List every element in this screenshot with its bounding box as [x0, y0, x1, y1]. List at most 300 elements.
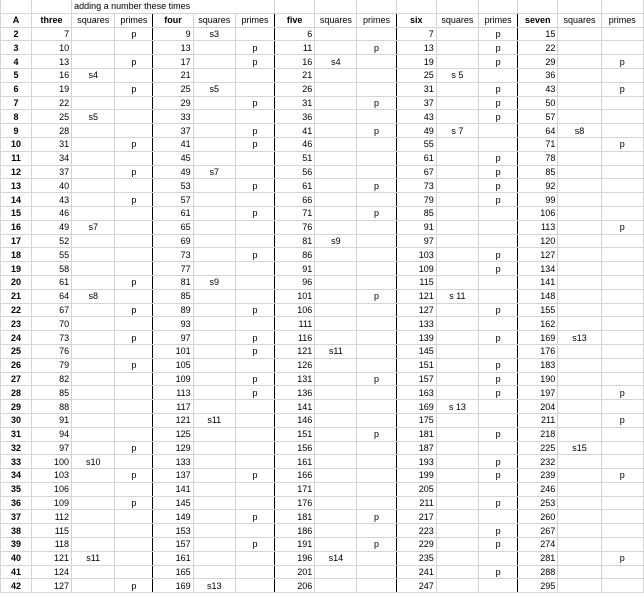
- value-cell[interactable]: 85: [31, 386, 71, 400]
- value-cell[interactable]: 162: [518, 317, 558, 331]
- squares-cell[interactable]: [436, 96, 478, 110]
- value-cell[interactable]: 103: [31, 469, 71, 483]
- primes-cell[interactable]: [601, 248, 643, 262]
- squares-cell[interactable]: [315, 579, 357, 593]
- value-cell[interactable]: 127: [31, 579, 71, 593]
- value-cell[interactable]: 157: [396, 372, 436, 386]
- squares-cell[interactable]: s 11: [436, 289, 478, 303]
- value-cell[interactable]: 225: [518, 441, 558, 455]
- row-number[interactable]: 11: [1, 151, 32, 165]
- primes-cell[interactable]: [601, 206, 643, 220]
- primes-cell[interactable]: [235, 427, 274, 441]
- row-number[interactable]: 25: [1, 344, 32, 358]
- value-cell[interactable]: 181: [396, 427, 436, 441]
- value-cell[interactable]: 73: [153, 248, 193, 262]
- value-cell[interactable]: 211: [396, 496, 436, 510]
- squares-cell[interactable]: [193, 248, 235, 262]
- squares-cell[interactable]: [436, 41, 478, 55]
- value-cell[interactable]: 66: [275, 193, 315, 207]
- primes-cell[interactable]: [479, 206, 518, 220]
- value-cell[interactable]: 31: [275, 96, 315, 110]
- squares-cell[interactable]: [436, 496, 478, 510]
- squares-cell[interactable]: s 7: [436, 124, 478, 138]
- primes-cell[interactable]: [601, 510, 643, 524]
- squares-cell[interactable]: [436, 358, 478, 372]
- value-cell[interactable]: 45: [153, 151, 193, 165]
- row-number[interactable]: 28: [1, 386, 32, 400]
- value-cell[interactable]: 17: [153, 55, 193, 69]
- value-cell[interactable]: 26: [275, 82, 315, 96]
- value-cell[interactable]: 43: [518, 82, 558, 96]
- squares-cell[interactable]: [436, 206, 478, 220]
- value-cell[interactable]: 16: [31, 68, 71, 82]
- value-cell[interactable]: 31: [396, 82, 436, 96]
- primes-cell[interactable]: [357, 358, 396, 372]
- primes-cell[interactable]: [357, 579, 396, 593]
- value-cell[interactable]: 43: [396, 110, 436, 124]
- value-cell[interactable]: 99: [518, 193, 558, 207]
- primes-cell[interactable]: [235, 400, 274, 414]
- squares-cell[interactable]: [558, 496, 601, 510]
- squares-cell[interactable]: s5: [72, 110, 115, 124]
- squares-cell[interactable]: [558, 179, 601, 193]
- squares-cell[interactable]: [315, 303, 357, 317]
- row-number[interactable]: 3: [1, 41, 32, 55]
- squares-cell[interactable]: [315, 400, 357, 414]
- squares-cell[interactable]: [315, 331, 357, 345]
- value-cell[interactable]: 199: [396, 469, 436, 483]
- value-cell[interactable]: 10: [31, 41, 71, 55]
- value-cell[interactable]: 76: [275, 220, 315, 234]
- row-number[interactable]: 42: [1, 579, 32, 593]
- squares-cell[interactable]: [315, 124, 357, 138]
- value-cell[interactable]: 96: [275, 275, 315, 289]
- primes-cell[interactable]: p: [235, 386, 274, 400]
- value-cell[interactable]: 49: [153, 165, 193, 179]
- squares-cell[interactable]: [193, 469, 235, 483]
- squares-cell[interactable]: [315, 41, 357, 55]
- value-cell[interactable]: 49: [396, 124, 436, 138]
- value-cell[interactable]: 166: [275, 469, 315, 483]
- primes-cell[interactable]: [357, 193, 396, 207]
- squares-cell[interactable]: [193, 400, 235, 414]
- value-cell[interactable]: 116: [275, 331, 315, 345]
- blank-cell[interactable]: [518, 0, 558, 13]
- primes-cell[interactable]: [115, 565, 153, 579]
- primes-cell[interactable]: [479, 137, 518, 151]
- primes-cell[interactable]: [235, 413, 274, 427]
- squares-cell[interactable]: s10: [72, 455, 115, 469]
- squares-cell[interactable]: [315, 68, 357, 82]
- squares-cell[interactable]: [558, 262, 601, 276]
- primes-cell[interactable]: [357, 496, 396, 510]
- squares-cell[interactable]: [436, 579, 478, 593]
- primes-cell[interactable]: [357, 165, 396, 179]
- value-cell[interactable]: 97: [31, 441, 71, 455]
- squares-cell[interactable]: [193, 538, 235, 552]
- squares-cell[interactable]: [315, 482, 357, 496]
- primes-cell[interactable]: p: [235, 206, 274, 220]
- squares-cell[interactable]: [193, 551, 235, 565]
- value-cell[interactable]: 109: [31, 496, 71, 510]
- value-cell[interactable]: 71: [275, 206, 315, 220]
- primes-cell[interactable]: p: [479, 427, 518, 441]
- value-cell[interactable]: 187: [396, 441, 436, 455]
- value-cell[interactable]: 145: [396, 344, 436, 358]
- squares-cell[interactable]: [558, 400, 601, 414]
- value-cell[interactable]: 165: [153, 565, 193, 579]
- squares-cell[interactable]: [315, 441, 357, 455]
- value-cell[interactable]: 56: [275, 165, 315, 179]
- squares-cell[interactable]: [436, 565, 478, 579]
- primes-cell[interactable]: [115, 124, 153, 138]
- primes-cell[interactable]: [601, 331, 643, 345]
- value-cell[interactable]: 274: [518, 538, 558, 552]
- squares-cell[interactable]: [193, 124, 235, 138]
- value-cell[interactable]: 7: [31, 27, 71, 41]
- squares-cell[interactable]: [72, 41, 115, 55]
- value-cell[interactable]: 31: [31, 137, 71, 151]
- squares-cell[interactable]: [72, 400, 115, 414]
- value-cell[interactable]: 61: [396, 151, 436, 165]
- value-cell[interactable]: 117: [153, 400, 193, 414]
- squares-cell[interactable]: [72, 179, 115, 193]
- primes-cell[interactable]: [357, 275, 396, 289]
- primes-cell[interactable]: [235, 220, 274, 234]
- primes-cell[interactable]: p: [357, 206, 396, 220]
- row-number[interactable]: 30: [1, 413, 32, 427]
- row-number[interactable]: 9: [1, 124, 32, 138]
- row-number[interactable]: 33: [1, 455, 32, 469]
- primes-cell[interactable]: p: [115, 27, 153, 41]
- primes-cell[interactable]: [357, 344, 396, 358]
- primes-cell[interactable]: [115, 234, 153, 248]
- value-cell[interactable]: 52: [31, 234, 71, 248]
- squares-cell[interactable]: [558, 275, 601, 289]
- primes-cell[interactable]: [115, 206, 153, 220]
- squares-cell[interactable]: [558, 289, 601, 303]
- primes-cell[interactable]: [115, 538, 153, 552]
- value-cell[interactable]: 148: [518, 289, 558, 303]
- primes-cell[interactable]: [357, 565, 396, 579]
- value-cell[interactable]: 109: [396, 262, 436, 276]
- blank-cell[interactable]: [396, 0, 436, 13]
- primes-cell[interactable]: [601, 496, 643, 510]
- squares-cell[interactable]: [315, 27, 357, 41]
- value-cell[interactable]: 196: [275, 551, 315, 565]
- value-cell[interactable]: 13: [153, 41, 193, 55]
- value-cell[interactable]: 113: [518, 220, 558, 234]
- squares-cell[interactable]: [72, 579, 115, 593]
- blank-cell[interactable]: [31, 0, 71, 13]
- squares-cell[interactable]: s 13: [436, 400, 478, 414]
- value-cell[interactable]: 145: [153, 496, 193, 510]
- value-cell[interactable]: 169: [518, 331, 558, 345]
- squares-cell[interactable]: [436, 275, 478, 289]
- primes-cell[interactable]: [235, 262, 274, 276]
- squares-cell[interactable]: [436, 303, 478, 317]
- squares-cell[interactable]: [558, 469, 601, 483]
- squares-cell[interactable]: s15: [558, 441, 601, 455]
- primes-cell[interactable]: [115, 386, 153, 400]
- primes-cell[interactable]: [235, 482, 274, 496]
- value-cell[interactable]: 46: [31, 206, 71, 220]
- row-number[interactable]: 14: [1, 193, 32, 207]
- squares-cell[interactable]: [193, 179, 235, 193]
- squares-cell[interactable]: [436, 441, 478, 455]
- value-cell[interactable]: 191: [275, 538, 315, 552]
- value-cell[interactable]: 141: [153, 482, 193, 496]
- primes-cell[interactable]: p: [235, 124, 274, 138]
- squares-cell[interactable]: [558, 165, 601, 179]
- primes-cell[interactable]: p: [601, 469, 643, 483]
- primes-cell[interactable]: p: [115, 165, 153, 179]
- squares-cell[interactable]: [193, 303, 235, 317]
- primes-cell[interactable]: [601, 234, 643, 248]
- primes-cell[interactable]: p: [235, 55, 274, 69]
- primes-cell[interactable]: p: [235, 41, 274, 55]
- value-cell[interactable]: 82: [31, 372, 71, 386]
- squares-cell[interactable]: [72, 151, 115, 165]
- squares-cell[interactable]: [193, 331, 235, 345]
- primes-cell[interactable]: [235, 551, 274, 565]
- squares-cell[interactable]: s9: [193, 275, 235, 289]
- squares-cell[interactable]: [315, 372, 357, 386]
- value-cell[interactable]: 232: [518, 455, 558, 469]
- primes-cell[interactable]: p: [115, 469, 153, 483]
- primes-cell[interactable]: [601, 27, 643, 41]
- value-cell[interactable]: 223: [396, 524, 436, 538]
- squares-cell[interactable]: [72, 303, 115, 317]
- squares-cell[interactable]: [558, 579, 601, 593]
- primes-cell[interactable]: [479, 289, 518, 303]
- squares-cell[interactable]: [315, 386, 357, 400]
- value-cell[interactable]: 204: [518, 400, 558, 414]
- squares-cell[interactable]: [315, 358, 357, 372]
- primes-cell[interactable]: p: [479, 262, 518, 276]
- squares-cell[interactable]: s7: [72, 220, 115, 234]
- primes-cell[interactable]: p: [115, 496, 153, 510]
- value-cell[interactable]: 88: [31, 400, 71, 414]
- squares-cell[interactable]: [436, 510, 478, 524]
- squares-cell[interactable]: [193, 55, 235, 69]
- value-cell[interactable]: 94: [31, 427, 71, 441]
- value-cell[interactable]: 217: [396, 510, 436, 524]
- squares-cell[interactable]: s8: [558, 124, 601, 138]
- primes-cell[interactable]: [235, 82, 274, 96]
- squares-cell[interactable]: [193, 441, 235, 455]
- primes-cell[interactable]: [357, 331, 396, 345]
- value-cell[interactable]: 100: [31, 455, 71, 469]
- primes-cell[interactable]: p: [479, 386, 518, 400]
- row-number[interactable]: 39: [1, 538, 32, 552]
- value-cell[interactable]: 239: [518, 469, 558, 483]
- primes-cell[interactable]: p: [479, 41, 518, 55]
- primes-cell[interactable]: [235, 579, 274, 593]
- squares-cell[interactable]: s4: [315, 55, 357, 69]
- primes-cell[interactable]: p: [479, 372, 518, 386]
- primes-cell[interactable]: [235, 496, 274, 510]
- squares-cell[interactable]: [193, 137, 235, 151]
- squares-cell[interactable]: [193, 220, 235, 234]
- squares-cell[interactable]: [436, 262, 478, 276]
- squares-cell[interactable]: [558, 317, 601, 331]
- squares-cell[interactable]: [436, 248, 478, 262]
- squares-cell[interactable]: [315, 137, 357, 151]
- squares-cell[interactable]: [558, 344, 601, 358]
- value-cell[interactable]: 22: [518, 41, 558, 55]
- squares-cell[interactable]: [436, 151, 478, 165]
- value-cell[interactable]: 77: [153, 262, 193, 276]
- primes-cell[interactable]: [115, 427, 153, 441]
- primes-cell[interactable]: p: [115, 579, 153, 593]
- value-cell[interactable]: 183: [518, 358, 558, 372]
- column-header-primes[interactable]: primes: [357, 13, 396, 27]
- squares-cell[interactable]: [315, 82, 357, 96]
- value-cell[interactable]: 33: [153, 110, 193, 124]
- squares-cell[interactable]: [436, 538, 478, 552]
- column-header-primes[interactable]: primes: [235, 13, 274, 27]
- primes-cell[interactable]: p: [479, 565, 518, 579]
- value-cell[interactable]: 21: [275, 68, 315, 82]
- squares-cell[interactable]: [558, 220, 601, 234]
- squares-cell[interactable]: [558, 482, 601, 496]
- squares-cell[interactable]: s13: [558, 331, 601, 345]
- primes-cell[interactable]: [115, 372, 153, 386]
- primes-cell[interactable]: [601, 372, 643, 386]
- value-cell[interactable]: 57: [518, 110, 558, 124]
- value-cell[interactable]: 101: [275, 289, 315, 303]
- primes-cell[interactable]: [601, 289, 643, 303]
- squares-cell[interactable]: [193, 41, 235, 55]
- primes-cell[interactable]: p: [601, 413, 643, 427]
- squares-cell[interactable]: [193, 96, 235, 110]
- squares-cell[interactable]: [436, 482, 478, 496]
- value-cell[interactable]: 28: [31, 124, 71, 138]
- squares-cell[interactable]: [558, 151, 601, 165]
- primes-cell[interactable]: [479, 482, 518, 496]
- squares-cell[interactable]: [72, 165, 115, 179]
- primes-cell[interactable]: [115, 68, 153, 82]
- squares-cell[interactable]: [72, 82, 115, 96]
- primes-cell[interactable]: [115, 413, 153, 427]
- primes-cell[interactable]: [479, 317, 518, 331]
- squares-cell[interactable]: [72, 510, 115, 524]
- squares-cell[interactable]: [193, 193, 235, 207]
- primes-cell[interactable]: p: [235, 137, 274, 151]
- value-cell[interactable]: 22: [31, 96, 71, 110]
- primes-cell[interactable]: p: [115, 137, 153, 151]
- value-cell[interactable]: 186: [275, 524, 315, 538]
- squares-cell[interactable]: [558, 524, 601, 538]
- primes-cell[interactable]: p: [235, 344, 274, 358]
- squares-cell[interactable]: [193, 262, 235, 276]
- primes-cell[interactable]: [601, 275, 643, 289]
- value-cell[interactable]: 260: [518, 510, 558, 524]
- primes-cell[interactable]: [115, 248, 153, 262]
- primes-cell[interactable]: [601, 482, 643, 496]
- squares-cell[interactable]: [72, 96, 115, 110]
- primes-cell[interactable]: [601, 524, 643, 538]
- value-cell[interactable]: 85: [153, 289, 193, 303]
- column-header-four[interactable]: four: [153, 13, 193, 27]
- value-cell[interactable]: 25: [31, 110, 71, 124]
- primes-cell[interactable]: [235, 289, 274, 303]
- primes-cell[interactable]: [235, 165, 274, 179]
- row-number[interactable]: 21: [1, 289, 32, 303]
- value-cell[interactable]: 149: [153, 510, 193, 524]
- value-cell[interactable]: 46: [275, 137, 315, 151]
- primes-cell[interactable]: p: [235, 469, 274, 483]
- primes-cell[interactable]: p: [235, 510, 274, 524]
- row-number[interactable]: 29: [1, 400, 32, 414]
- primes-cell[interactable]: [115, 510, 153, 524]
- value-cell[interactable]: 106: [31, 482, 71, 496]
- value-cell[interactable]: 151: [396, 358, 436, 372]
- row-number[interactable]: 16: [1, 220, 32, 234]
- squares-cell[interactable]: [436, 193, 478, 207]
- value-cell[interactable]: 121: [31, 551, 71, 565]
- primes-cell[interactable]: [115, 41, 153, 55]
- primes-cell[interactable]: [115, 289, 153, 303]
- primes-cell[interactable]: p: [479, 82, 518, 96]
- primes-cell[interactable]: p: [357, 96, 396, 110]
- squares-cell[interactable]: [558, 551, 601, 565]
- squares-cell[interactable]: [193, 386, 235, 400]
- row-number[interactable]: 34: [1, 469, 32, 483]
- squares-cell[interactable]: [315, 427, 357, 441]
- column-header-seven[interactable]: seven: [518, 13, 558, 27]
- value-cell[interactable]: 29: [153, 96, 193, 110]
- primes-cell[interactable]: [235, 455, 274, 469]
- primes-cell[interactable]: p: [479, 110, 518, 124]
- squares-cell[interactable]: [315, 110, 357, 124]
- primes-cell[interactable]: [601, 538, 643, 552]
- primes-cell[interactable]: p: [479, 165, 518, 179]
- value-cell[interactable]: 41: [153, 137, 193, 151]
- value-cell[interactable]: 106: [518, 206, 558, 220]
- squares-cell[interactable]: [436, 372, 478, 386]
- squares-cell[interactable]: [72, 275, 115, 289]
- squares-cell[interactable]: [193, 524, 235, 538]
- primes-cell[interactable]: p: [601, 220, 643, 234]
- squares-cell[interactable]: s13: [193, 579, 235, 593]
- value-cell[interactable]: 57: [153, 193, 193, 207]
- value-cell[interactable]: 55: [396, 137, 436, 151]
- value-cell[interactable]: 61: [31, 275, 71, 289]
- squares-cell[interactable]: [436, 317, 478, 331]
- value-cell[interactable]: 125: [153, 427, 193, 441]
- primes-cell[interactable]: [357, 482, 396, 496]
- value-cell[interactable]: 176: [275, 496, 315, 510]
- value-cell[interactable]: 69: [153, 234, 193, 248]
- squares-cell[interactable]: [193, 482, 235, 496]
- squares-cell[interactable]: [315, 275, 357, 289]
- value-cell[interactable]: 127: [518, 248, 558, 262]
- value-cell[interactable]: 43: [31, 193, 71, 207]
- value-cell[interactable]: 121: [153, 413, 193, 427]
- squares-cell[interactable]: [558, 358, 601, 372]
- primes-cell[interactable]: p: [479, 303, 518, 317]
- value-cell[interactable]: 36: [275, 110, 315, 124]
- primes-cell[interactable]: [601, 344, 643, 358]
- primes-cell[interactable]: [235, 193, 274, 207]
- squares-cell[interactable]: [436, 524, 478, 538]
- value-cell[interactable]: 53: [153, 179, 193, 193]
- squares-cell[interactable]: [72, 248, 115, 262]
- squares-cell[interactable]: [193, 455, 235, 469]
- value-cell[interactable]: 81: [275, 234, 315, 248]
